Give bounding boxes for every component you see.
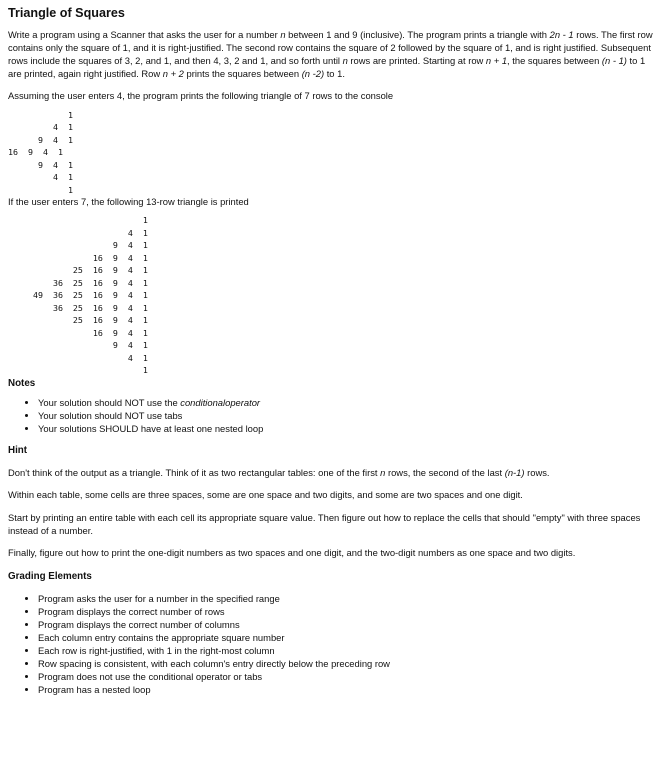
list-item: • Program has a nested loop [38, 683, 658, 696]
list-item: • Row spacing is consistent, with each column's entry directly below the preceding row [38, 657, 658, 670]
grading-list [8, 592, 658, 696]
hint-text: rows. [524, 466, 550, 478]
list-item [38, 396, 658, 409]
notes-heading: Notes [8, 377, 36, 389]
intro-var: (n - 1) [601, 55, 627, 67]
intro-text: prints the squares between [183, 68, 302, 80]
triangle-output-7: 1 4 1 9 4 1 16 9 4 1 25 16 9 4 1 36 25 16 9 4 1 49 36 25 16 9 4 1 36 25 16 9 4 1 25 16 9 4 1 16 9 4 1 9 4 1 4 1 1 [32, 215, 148, 376]
intro-paragraph [8, 29, 658, 81]
list-item: • Each column entry contains the appropriate square number [38, 631, 658, 644]
list-item: • Program displays the correct number of rows [38, 605, 658, 618]
intro-var: (n -2) [301, 68, 325, 80]
hint-paragraph: Finally, figure out how to print the one-digit numbers as two spaces and one digit, and the two-digit numbers as one space and two digits. [8, 547, 576, 559]
example-4-caption: Assuming the user enters 4, the program prints the following triangle of 7 rows to the console [8, 89, 394, 101]
intro-text: to 1. [324, 68, 345, 80]
intro-var: 2n - 1 [549, 29, 574, 41]
intro-text: Write a program using a Scanner that asks the user for a number [8, 29, 281, 41]
notes-list [8, 396, 658, 435]
intro-text: rows. The first row contains only the square of 1, and it is right-justified. The second row contains the square of 2 followed by the square of 1, and is right justified. Subsequent rows include the squares of 3, 2, and 1, and then 4, 3, 2 and 1, and so forth until [8, 29, 653, 67]
triangle-output-4: 1 4 1 9 4 1 16 9 4 1 9 4 1 4 1 1 [8, 109, 73, 195]
intro-var: n [342, 55, 348, 67]
list-item: • Each row is right-justified, with 1 in the right-most column [38, 644, 658, 657]
example-7-caption: If the user enters 7, the following 13-row triangle is printed [8, 196, 249, 208]
intro-text: between 1 and 9 (inclusive). The program prints a triangle with [285, 29, 550, 41]
note-emphasis: conditionaloperator [180, 397, 261, 409]
grading-heading: Grading Elements [8, 570, 92, 582]
page-title: Triangle of Squares [8, 6, 125, 20]
list-item: • Program asks the user for a number in the specified range [38, 592, 658, 605]
intro-var: n + 2 [162, 68, 184, 80]
hint-var: n [380, 466, 386, 478]
hint-paragraph: Within each table, some cells are three spaces, some are one space and two digits, and some are two spaces and one digit. [8, 489, 523, 501]
intro-text: to 1 are printed, again right justified. Row [8, 55, 646, 80]
hint-paragraph [8, 467, 658, 480]
hint-heading: Hint [8, 445, 28, 457]
list-item: • Your solutions SHOULD have at least one nested loop [38, 422, 658, 435]
intro-var: n + 1 [485, 55, 508, 67]
hint-paragraph: Start by printing an entire table with each cell its appropriate square value. Then figure out how to replace the cells that should "empty" with three spaces instead of a number. [8, 511, 641, 536]
hint-text: rows, the second of the last [385, 466, 505, 478]
intro-text: rows are printed. Starting at row [347, 55, 486, 67]
list-item: • Program does not use the conditional operator or tabs [38, 670, 658, 683]
hint-var: (n-1) [504, 466, 525, 478]
list-item: • Your solution should NOT use tabs [38, 409, 658, 422]
note-text: Your solution should NOT use the [38, 397, 181, 409]
intro-var: n [280, 29, 286, 41]
intro-text: , the squares between [507, 55, 602, 67]
hint-text: Don't think of the output as a triangle. Think of it as two rectangular tables: one of the first [8, 466, 381, 478]
list-item: • Program displays the correct number of columns [38, 618, 658, 631]
